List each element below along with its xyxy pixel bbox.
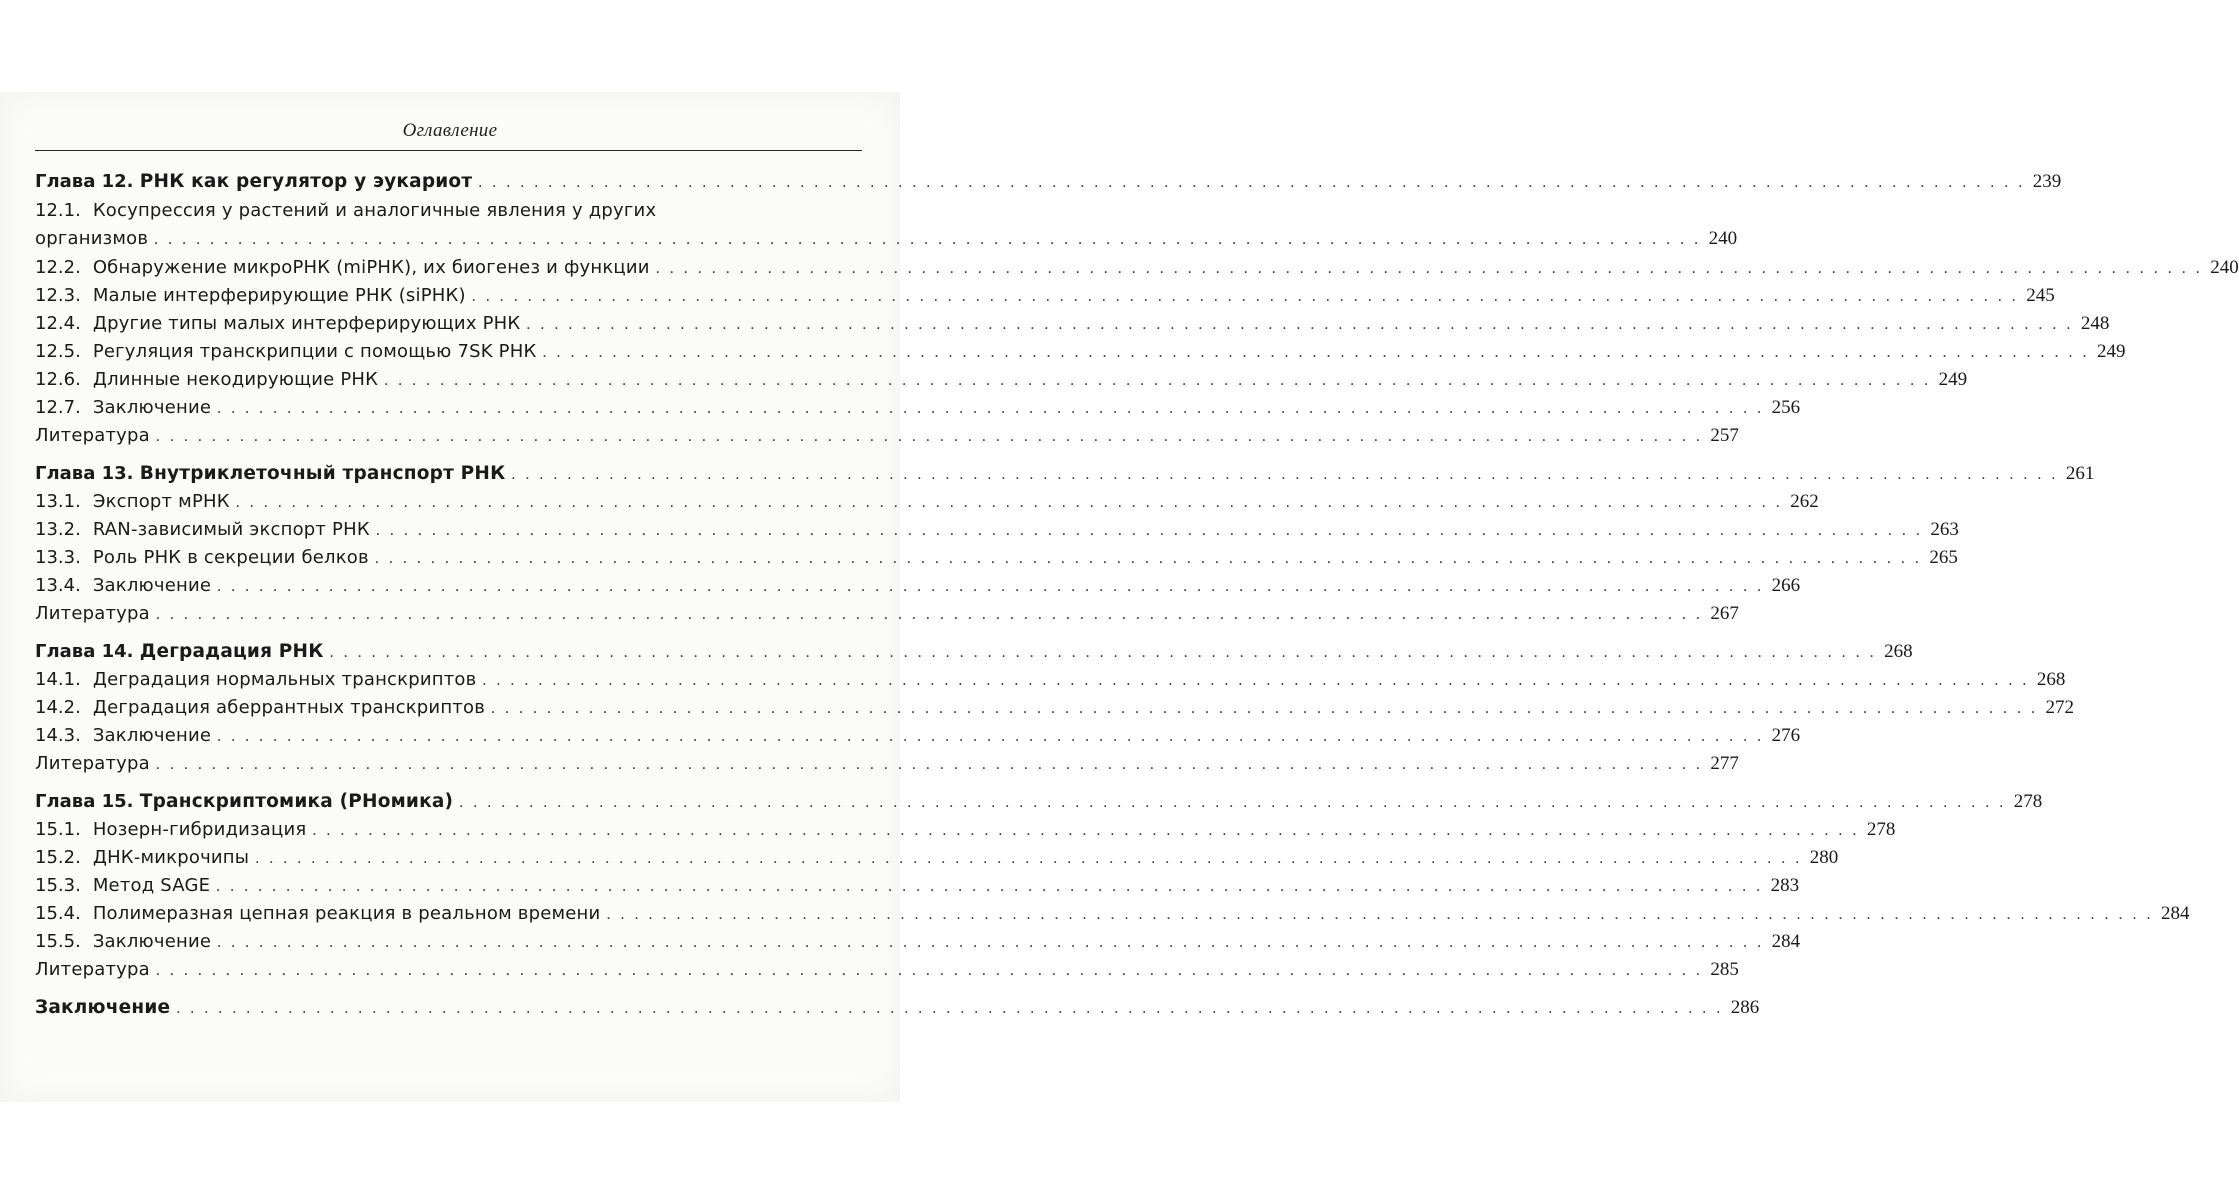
toc-title: РНК как регулятор у эукариот (139, 171, 473, 192)
leader-dots (542, 339, 2089, 367)
leader-dots (255, 845, 1802, 873)
leader-dots (478, 169, 2025, 197)
toc-page-number: 266 (1771, 575, 1801, 596)
toc-title: Метод SAGE (92, 875, 211, 896)
toc-title: Деградация нормальных транскриптов (92, 669, 477, 690)
toc-title: RAN-зависимый экспорт РНК (92, 519, 370, 540)
toc-section[interactable] (35, 722, 1801, 750)
toc-title: Литература (35, 425, 150, 446)
toc-number: 13.3. (35, 547, 81, 568)
toc-title: ДНК-микрочипы (92, 847, 250, 868)
toc-number: 13.4. (35, 575, 81, 596)
toc-number: 12.2. (35, 257, 81, 278)
toc-section[interactable] (35, 516, 1959, 544)
toc-title: Литература (35, 603, 150, 624)
toc-page-number: 268 (1884, 641, 1913, 662)
toc-page-number: 284 (2160, 903, 2190, 924)
toc-title: Заключение (92, 931, 212, 952)
toc-section[interactable] (35, 310, 2110, 338)
toc-number: 14.3. (35, 725, 81, 746)
toc-section[interactable] (35, 366, 1968, 394)
toc-section[interactable] (35, 544, 1958, 572)
toc-number: 15.3. (35, 875, 81, 896)
toc-section[interactable] (35, 666, 2066, 694)
toc-page-number: 263 (1930, 519, 1959, 540)
leader-dots (312, 817, 1859, 845)
toc-page-number: 262 (1790, 491, 1819, 512)
leader-dots (217, 723, 1764, 751)
toc-chapter[interactable] (35, 460, 2095, 488)
toc-title: Роль РНК в секреции белков (92, 547, 369, 568)
toc-number: 14.1. (35, 669, 81, 690)
leader-dots (154, 226, 1701, 254)
toc-title: Другие типы малых интерферирующих РНК (92, 313, 521, 334)
running-head-title: Оглавление (402, 120, 498, 141)
toc-title: Полимеразная цепная реакция в реальном времени (92, 903, 601, 924)
toc-number: 13.1. (35, 491, 81, 512)
toc-section[interactable] (35, 816, 1896, 844)
toc-number: Глава 15. (35, 791, 140, 812)
toc-title: Литература (35, 753, 150, 774)
toc-page-number: 249 (1938, 369, 1968, 390)
toc-page-number: 267 (1710, 603, 1739, 624)
toc-number: 12.1. (35, 200, 81, 221)
toc-page-number: 272 (2045, 697, 2075, 718)
toc-page-number: 261 (2065, 463, 2095, 484)
toc-literature[interactable] (35, 422, 1739, 450)
toc-page-number: 285 (1710, 959, 1739, 980)
toc-title: Деградация аберрантных транскриптов (92, 697, 486, 718)
toc-page-number: 240 (2210, 257, 2239, 278)
leader-dots (156, 751, 1703, 779)
toc-number: 12.6. (35, 369, 81, 390)
toc-section[interactable] (35, 394, 1801, 422)
leader-dots (176, 995, 1723, 1023)
toc-page-number: 268 (2036, 669, 2066, 690)
toc-title: Деградация РНК (139, 641, 324, 662)
toc-number: 12.5. (35, 341, 81, 362)
leader-dots (482, 667, 2029, 695)
toc-title: Косупрессия у растений и аналогичные явления у других (92, 200, 657, 221)
toc-number: 14.2. (35, 697, 81, 718)
leader-dots (156, 601, 1703, 629)
toc-title: Заключение (92, 397, 212, 418)
toc-page-number: 256 (1771, 397, 1801, 418)
toc-chapter[interactable] (35, 788, 2043, 816)
header-rule (35, 150, 862, 151)
toc-number: 15.4. (35, 903, 81, 924)
leader-dots (156, 423, 1703, 451)
toc-title: Заключение (92, 575, 212, 596)
leader-dots (156, 957, 1703, 985)
toc-page-number: 286 (1730, 997, 1760, 1018)
toc-section[interactable] (35, 282, 2055, 310)
toc-number: 15.1. (35, 819, 81, 840)
toc-page-number: 240 (1708, 228, 1738, 249)
toc-section[interactable] (35, 844, 1839, 872)
toc-number: Глава 13. (35, 463, 140, 484)
toc-number: 12.3. (35, 285, 81, 306)
toc-page-number: 248 (2080, 313, 2110, 334)
toc-title: Нозерн-гибридизация (92, 819, 307, 840)
toc-number: 12.4. (35, 313, 81, 334)
toc-number: 15.2. (35, 847, 81, 868)
toc-page-number: 239 (2032, 171, 2062, 192)
leader-dots (606, 901, 2153, 929)
toc-section[interactable] (35, 196, 1738, 254)
leader-dots (656, 255, 2203, 283)
toc-title: Экспорт мРНК (92, 491, 230, 512)
leader-dots (491, 695, 2038, 723)
toc-literature[interactable] (35, 956, 1739, 984)
leader-dots (236, 489, 1783, 517)
leader-dots (511, 461, 2058, 489)
leader-dots (472, 283, 2019, 311)
leader-dots (217, 929, 1764, 957)
toc-title: Литература (35, 959, 150, 980)
leader-dots (526, 311, 2073, 339)
toc-title: Обнаружение микроРНК (miРНК), их биогенез и функции (92, 257, 650, 278)
leader-dots (330, 639, 1877, 667)
toc-title: Малые интерферирующие РНК (siРНК) (92, 285, 466, 306)
toc-title: Внутриклеточный транспорт РНК (139, 463, 506, 484)
toc-number: Глава 12. (35, 171, 140, 192)
toc-section[interactable] (35, 572, 1801, 600)
toc-title: Длинные некодирующие РНК (92, 369, 379, 390)
toc-page-number: 284 (1771, 931, 1801, 952)
toc-chapter[interactable] (35, 168, 2062, 196)
toc-number: 13.2. (35, 519, 81, 540)
leader-dots (459, 789, 2006, 817)
toc-literature[interactable] (35, 600, 1739, 628)
toc-title: Заключение (35, 997, 171, 1018)
toc-number: Глава 14. (35, 641, 140, 662)
toc-number: 12.7. (35, 397, 81, 418)
toc-section[interactable] (35, 694, 2075, 722)
toc-section[interactable] (35, 928, 1801, 956)
toc-literature[interactable] (35, 750, 1739, 778)
toc-title: Транскриптомика (РНомика) (139, 791, 454, 812)
leader-dots (216, 873, 1763, 901)
toc-title-continuation: организмов (35, 228, 149, 249)
toc-page-number: 245 (2026, 285, 2055, 306)
toc-section[interactable] (35, 488, 1819, 516)
toc-page-number: 280 (1809, 847, 1839, 868)
leader-dots (384, 367, 1931, 395)
table-of-contents (35, 168, 2239, 1022)
toc-section[interactable] (35, 872, 1800, 900)
toc-number: 15.5. (35, 931, 81, 952)
toc-title: Регуляция транскрипции с помощью 7SK РНК (92, 341, 537, 362)
leader-dots (376, 517, 1923, 545)
toc-section[interactable] (35, 254, 2239, 282)
toc-section[interactable] (35, 900, 2190, 928)
leader-dots (217, 573, 1764, 601)
leader-dots (217, 395, 1764, 423)
leader-dots (375, 545, 1922, 573)
toc-page-number: 277 (1710, 753, 1739, 774)
toc-page-number: 278 (2013, 791, 2043, 812)
toc-page-number: 265 (1929, 547, 1958, 568)
toc-page-number: 249 (2096, 341, 2126, 362)
toc-page-number: 283 (1770, 875, 1800, 896)
toc-page-number: 257 (1710, 425, 1739, 446)
toc-chapter[interactable] (35, 994, 1760, 1022)
toc-title: Заключение (92, 725, 212, 746)
toc-chapter[interactable] (35, 638, 1913, 666)
toc-page-number: 278 (1866, 819, 1896, 840)
toc-page-number: 276 (1771, 725, 1801, 746)
toc-section[interactable] (35, 338, 2126, 366)
